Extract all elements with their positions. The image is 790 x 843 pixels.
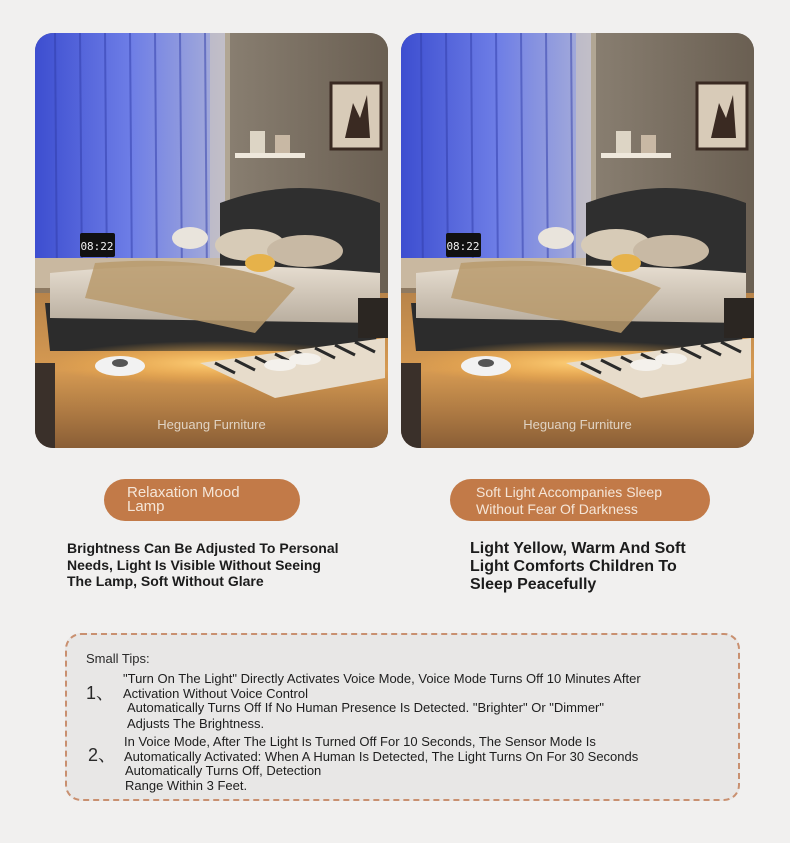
watermark-caption: Heguang Furniture (157, 417, 266, 432)
tips-title: Small Tips: (86, 651, 150, 666)
bedroom-image (401, 33, 754, 448)
feature-description-right (470, 540, 686, 594)
clock-display: 08:22 (446, 240, 480, 253)
tip-line: Automatically Activated: When A Human Is Detected, The Light Turns On For 30 Seconds (124, 749, 639, 764)
feature-pill-soft-light (450, 479, 710, 521)
tip-line: Adjusts The Brightness. (127, 716, 265, 731)
desc-line: Needs, Light Is Visible Without Seeing (67, 556, 321, 573)
desc-line: Light Comforts Children To (470, 558, 677, 575)
desc-line: Sleep Peacefully (470, 576, 597, 593)
tip-line: Range Within 3 Feet. (125, 778, 248, 793)
pill-line: Without Fear Of Darkness (476, 501, 638, 517)
desc-line: The Lamp, Soft Without Glare (67, 573, 264, 589)
tip-marker: 2、 (88, 745, 117, 765)
tip-line: Automatically Turns Off If No Human Presence Is Detected. "Brighter" Or "Dimmer" (127, 700, 604, 715)
pill-line: Lamp (127, 498, 165, 515)
watermark-caption: Heguang Furniture (523, 417, 632, 432)
clock-display: 08:22 (80, 240, 114, 253)
pill-line: Soft Light Accompanies Sleep (476, 484, 663, 500)
pill-line: Relaxation Mood (127, 484, 240, 501)
product-photo-right (401, 33, 754, 448)
tips-box (65, 633, 740, 801)
feature-pill-relaxation (104, 479, 300, 521)
tip-marker: 1、 (86, 683, 115, 703)
desc-line: Light Yellow, Warm And Soft (470, 540, 686, 557)
product-photo-left (35, 33, 388, 448)
tip-line: "Turn On The Light" Directly Activates Voice Mode, Voice Mode Turns Off 10 Minutes After (123, 671, 641, 686)
feature-description-left (67, 540, 339, 590)
tip-line: In Voice Mode, After The Light Is Turned Off For 10 Seconds, The Sensor Mode Is (124, 734, 596, 749)
bedroom-image (35, 33, 388, 448)
tip-line: Activation Without Voice Control (123, 686, 308, 701)
desc-line: Brightness Can Be Adjusted To Personal (67, 540, 339, 556)
tip-line: Automatically Turns Off, Detection (125, 763, 322, 778)
